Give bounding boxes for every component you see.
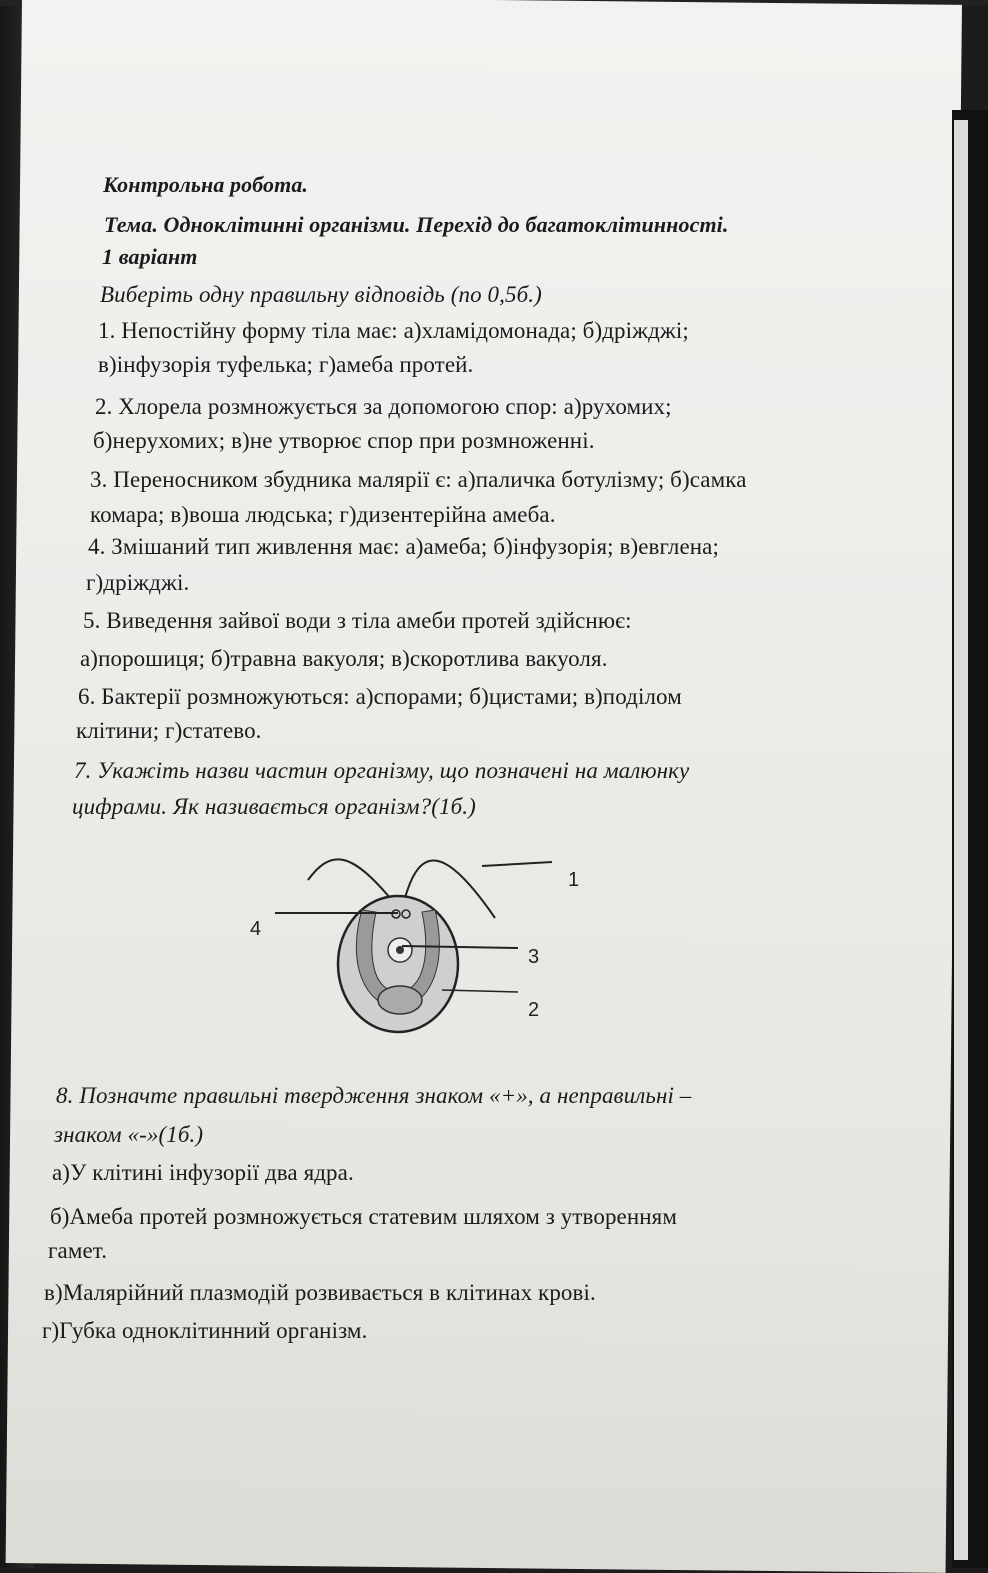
- next-sheet-edge: [954, 120, 968, 1560]
- question-line: а)порошиця; б)травна вакуоля; в)скоротлива вакуоля.: [80, 646, 608, 671]
- question-7-line: 7. Укажіть назви частин організму, що позначені на малюнку: [74, 758, 690, 783]
- question-7-line: цифрами. Як називається організм?(1б.): [72, 794, 476, 819]
- doc-topic: Тема. Одноклітинні організми. Перехід до багатоклітинності.: [104, 212, 729, 237]
- doc-instruction: Виберіть одну правильну відповідь (по 0,5б.): [100, 282, 542, 307]
- question-line: комара; в)воша людська; г)дизентерійна амеба.: [90, 502, 556, 527]
- question-line: клітини; г)статево.: [76, 718, 262, 743]
- question-line: г)дріжджі.: [86, 570, 190, 595]
- pyrenoid: [378, 986, 422, 1014]
- statement-line: б)Амеба протей розмножується статевим шляхом з утворенням: [50, 1204, 678, 1229]
- question-8-line: знаком «-»(1б.): [54, 1122, 204, 1147]
- statement-line: а)У клітині інфузорії два ядра.: [52, 1160, 354, 1185]
- question-line: 3. Переносником збудника малярії є: а)паличка ботулізму; б)самка: [90, 467, 747, 492]
- question-line: в)інфузорія туфелька; г)амеба протей.: [98, 352, 474, 377]
- question-line: 4. Змішаний тип живлення має: а)амеба; б)інфузорія; в)евглена;: [88, 534, 719, 559]
- chlamydomonas-diagram: [230, 840, 610, 1040]
- diagram-label-3: 3: [528, 946, 540, 968]
- statement-line: г)Губка одноклітинний організм.: [42, 1318, 368, 1343]
- doc-variant: 1 варіант: [102, 244, 198, 269]
- diagram-label-2: 2: [528, 999, 540, 1021]
- pointer-line-1: [482, 862, 552, 866]
- question-8-line: 8. Позначте правильні твердження знаком «+», а неправильні –: [56, 1083, 692, 1108]
- question-line: б)нерухомих; в)не утворює спор при розмноженні.: [93, 428, 595, 453]
- question-line: 2. Хлорела розмножується за допомогою спор: а)рухомих;: [95, 394, 672, 419]
- question-line: 1. Непостійну форму тіла має: а)хламідомонада; б)дріжджі;: [98, 318, 689, 343]
- question-line: 5. Виведення зайвої води з тіла амеби протей здійснює:: [83, 608, 632, 633]
- flagellum-left: [308, 859, 390, 898]
- statement-line: в)Малярійний плазмодій розвивається в клітинах крові.: [44, 1280, 596, 1305]
- diagram-label-4: 4: [250, 918, 262, 940]
- statement-line: гамет.: [48, 1238, 108, 1263]
- doc-title: Контрольна робота.: [103, 172, 309, 197]
- question-line: 6. Бактерії розмножуються: а)спорами; б)цистами; в)поділом: [78, 684, 682, 709]
- diagram-label-1: 1: [568, 869, 580, 891]
- nucleolus: [396, 946, 404, 954]
